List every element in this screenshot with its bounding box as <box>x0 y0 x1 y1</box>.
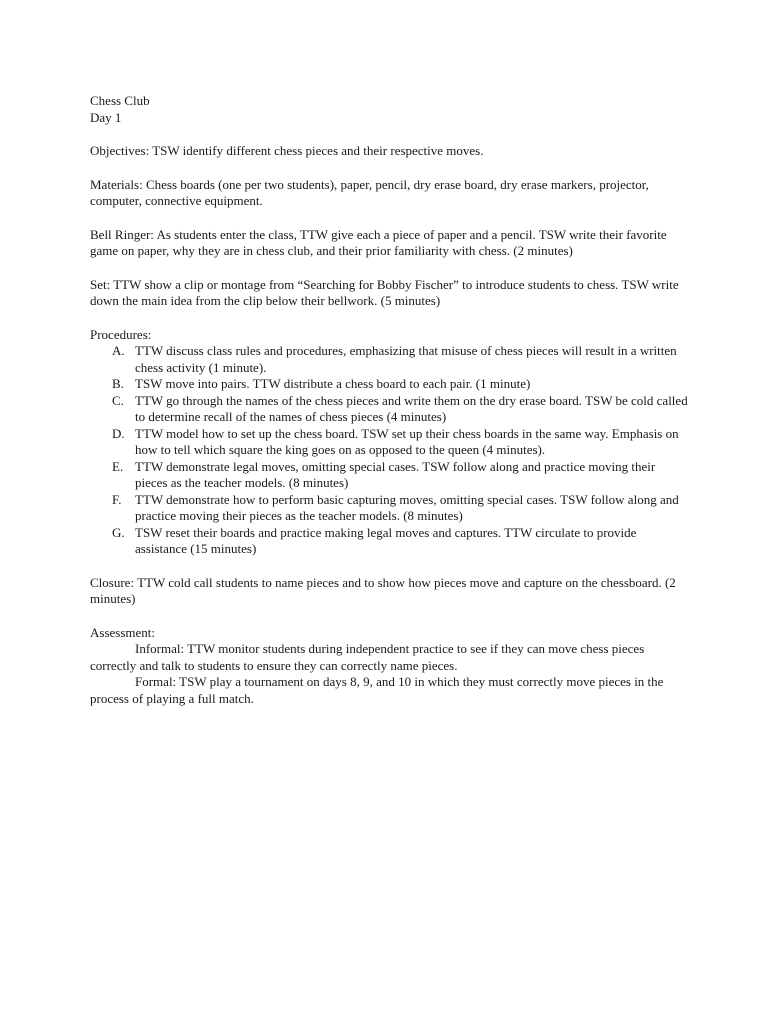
list-item-letter: A. <box>112 343 125 358</box>
list-item-text: TTW demonstrate how to perform basic capturing moves, omitting special cases. TSW follow along and practice moving their pieces as the teacher models. (8 minutes) <box>135 491 679 523</box>
procedures-title: Procedures: <box>90 326 152 342</box>
assessment-formal: Formal: TSW play a tournament on days 8, 9, and 10 in which they must correctly move pieces in the process of playing a full match. <box>90 674 664 706</box>
list-item <box>90 492 690 525</box>
procedures-list <box>90 343 690 558</box>
list-item <box>90 525 690 558</box>
materials-paragraph: Materials: Chess boards (one per two students), paper, pencil, dry erase board, dry erase markers, projector, computer, connective equipment. <box>90 176 649 208</box>
header-block <box>90 93 690 126</box>
list-item-letter: F. <box>112 491 122 507</box>
lesson-plan-document <box>90 93 690 724</box>
assessment-title: Assessment: <box>90 624 155 640</box>
bell-ringer-paragraph: Bell Ringer: As students enter the class, TTW give each a piece of paper and a pencil. TSW write their favorite game on paper, why they are in chess club, and their prior familiarity with chess. (2 minutes) <box>90 226 667 258</box>
list-item-letter: D. <box>112 425 125 441</box>
list-item <box>90 426 690 459</box>
list-item <box>90 343 690 376</box>
list-item <box>90 459 690 492</box>
procedures-section <box>90 327 690 558</box>
list-item <box>90 376 690 393</box>
set-paragraph: Set: TTW show a clip or montage from “Searching for Bobby Fischer” to introduce students to chess. TSW write down the main idea from the clip below their bellwork. (5 minutes) <box>90 276 679 308</box>
list-item-text: TTW model how to set up the chess board. TSW set up their chess boards in the same way. Emphasis on how to tell which square the king goes on as opposed to the queen (4 minutes). <box>135 425 679 457</box>
objectives-paragraph: Objectives: TSW identify different chess pieces and their respective moves. <box>90 143 484 158</box>
list-item <box>90 393 690 426</box>
list-item-text: TTW go through the names of the chess pieces and write them on the dry erase board. TSW be cold called to determine recall of the names of chess pieces (4 minutes) <box>135 392 688 424</box>
assessment-section <box>90 625 690 708</box>
list-item-letter: C. <box>112 392 124 408</box>
list-item-letter: B. <box>112 376 124 391</box>
list-item-letter: G. <box>112 524 125 540</box>
document-title: Chess Club <box>90 93 150 108</box>
list-item-text: TSW move into pairs. TTW distribute a chess board to each pair. (1 minute) <box>135 376 531 391</box>
day-label: Day 1 <box>90 109 122 125</box>
list-item-text: TTW discuss class rules and procedures, emphasizing that misuse of chess pieces will result in a written chess activity (1 minute). <box>135 343 677 375</box>
list-item-text: TSW reset their boards and practice making legal moves and captures. TTW circulate to provide assistance (15 minutes) <box>135 524 637 556</box>
closure-paragraph: Closure: TTW cold call students to name pieces and to show how pieces move and capture on the chessboard. (2 minutes) <box>90 574 676 606</box>
list-item-letter: E. <box>112 458 124 474</box>
assessment-informal: Informal: TTW monitor students during independent practice to see if they can move chess pieces correctly and talk to students to ensure they can correctly name pieces. <box>90 641 645 673</box>
list-item-text: TTW demonstrate legal moves, omitting special cases. TSW follow along and practice moving their pieces as the teacher models. (8 minutes) <box>135 458 656 490</box>
